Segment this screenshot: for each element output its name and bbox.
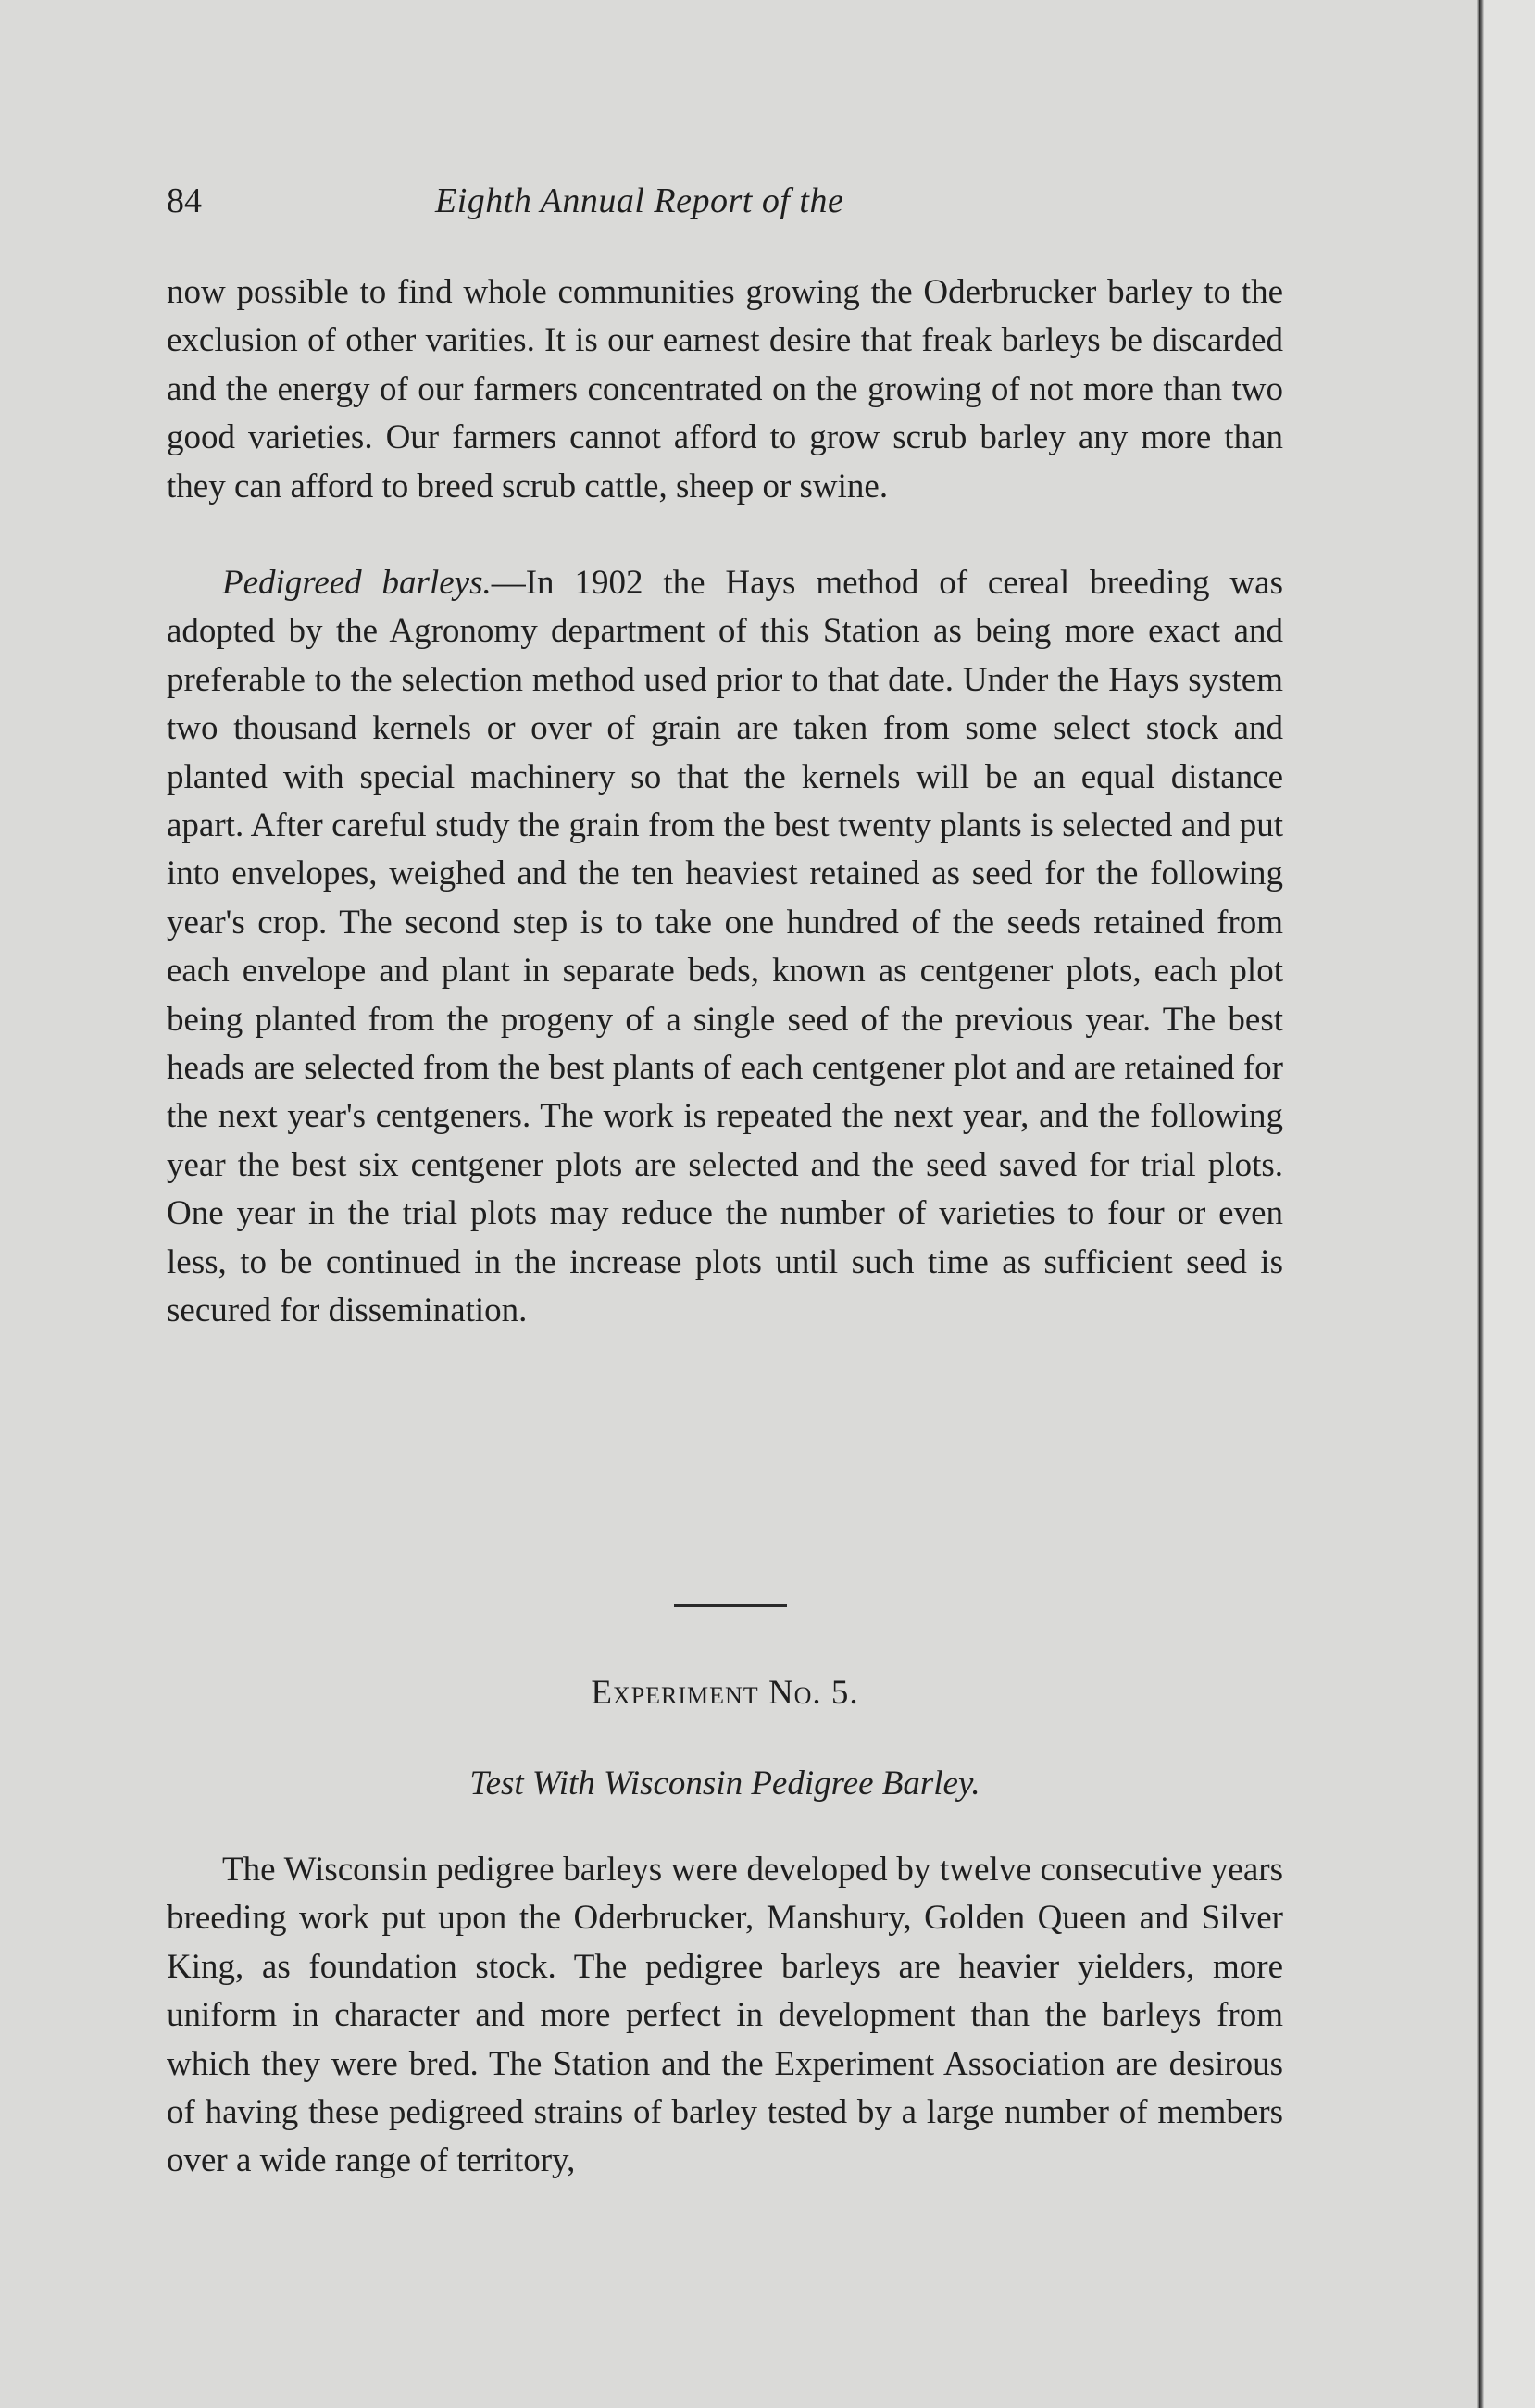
- adjacent-page-margin: [1484, 0, 1535, 2408]
- experiment-subtitle: Test With Wisconsin Pedigree Barley.: [469, 1765, 980, 1803]
- page-number: 84: [167, 181, 202, 220]
- paragraph-2-lead-in: Pedigreed barleys.: [222, 564, 492, 602]
- running-title: Eighth Annual Report of the: [435, 181, 844, 220]
- paragraph-2-text: —In 1902 the Hays method of cereal breeding was adopted by the Agronomy department of this Station as being more exact and preferable to the selection method used prior to that date. Under the Hays system two thousand kernels or over of grain are taken from some select stock and planted with special machinery so that the kernels will be an equal distance apart. After careful study the grain from the best twenty plants is selected and put into envelopes, weighed and the ten heaviest retained as seed for the following year's crop. The second step is to take one hundred of the seeds retained from each envelope and plant in separate beds, known as centgener plots, each plot being planted from the progeny of a single seed of the previous year. The best heads are selected from the best plants of each centgener plot and are retained for the next year's centgeners. The work is repeated the next year, and the following year the best six centgener plots are selected and the seed saved for trial plots. One year in the trial plots may reduce the number of varieties to four or even less, to be continued in the increase plots until such time as sufficient seed is secured for dissemination.: [167, 564, 1283, 1330]
- paragraph-3-text: The Wisconsin pedigree barleys were developed by twelve consecutive years breeding work put upon the Oderbrucker, Manshury, Golden Queen and Silver King, as foundation stock. The pedigree barleys are heavier yielders, more uniform in character and more perfect in development than the barleys from which they were bred. The Station and the Experiment Association are desirous of having these pedigreed strains of barley tested by a large number of members over a wide range of territory,: [167, 1851, 1283, 2180]
- paragraph-1-text: now possible to find whole communities growing the Oderbrucker barley to the exclusion of other varities. It is our earnest desire that freak barleys be discarded and the energy of our farmers concentrated on the growing of not more than two good varieties. Our farmers cannot afford to grow scrub barley any more than they can afford to breed scrub cattle, sheep or swine.: [167, 273, 1283, 505]
- section-divider: [674, 1604, 787, 1607]
- paragraph-2: [167, 559, 1283, 1336]
- paragraph-continuation: [167, 268, 1283, 511]
- paragraph-pedigreed-barleys: [167, 559, 1283, 1336]
- page-edge-shadow: [1477, 0, 1484, 2408]
- page-header: [167, 181, 1463, 236]
- paragraph-wisconsin-barley: [167, 1846, 1283, 2186]
- experiment-heading: Experiment No. 5.: [591, 1674, 859, 1712]
